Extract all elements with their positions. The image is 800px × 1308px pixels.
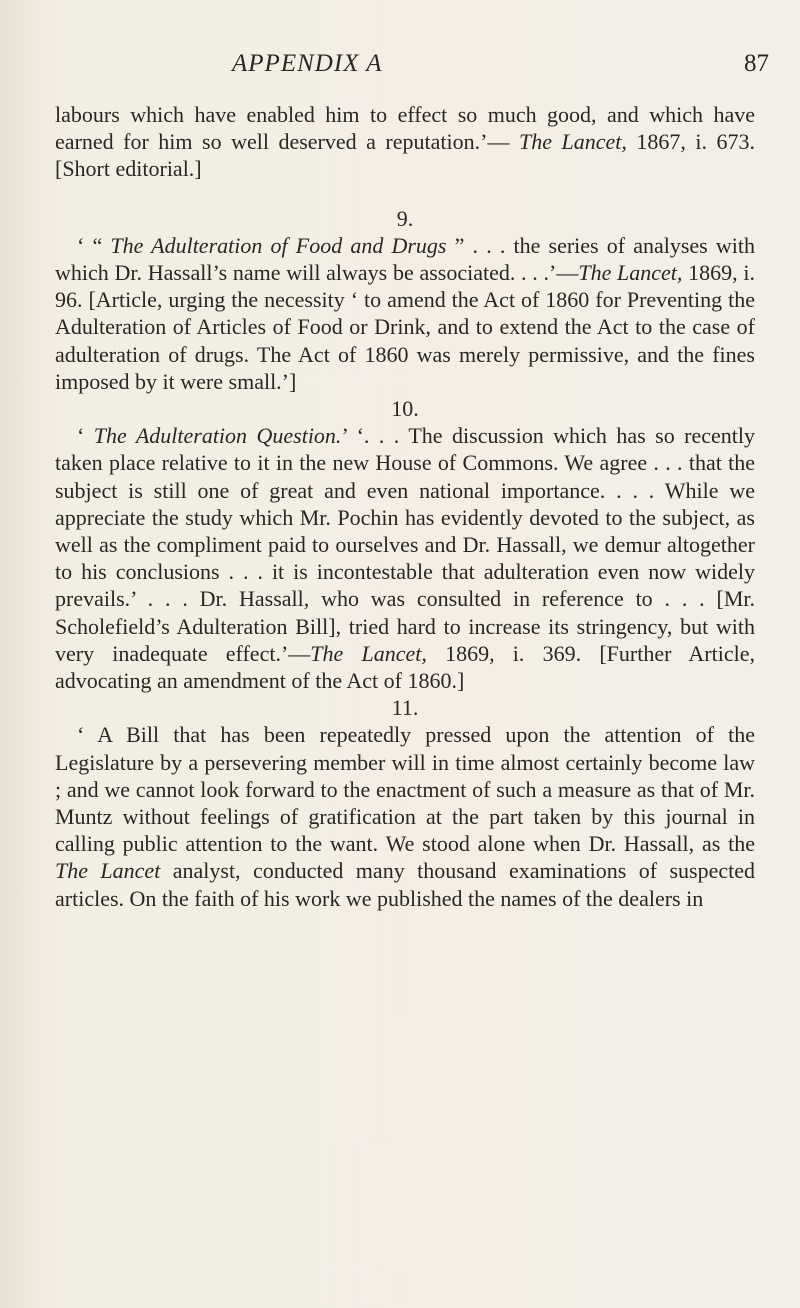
entry-11-number: 11. (391, 695, 419, 721)
entry-10-title: The Adulteration Question. (93, 423, 342, 449)
entry-9-title: The Adulteration of Food and Drugs (110, 232, 447, 258)
entry-11-text-b: analyst, conducted many thousand examinations of suspected articles. On the faith of his work we published the names of the dealers in (55, 858, 755, 911)
entry-10-text: ’ ‘. . . The discussion which has so recently taken place relative to it in the new House of Commons. We agree . . . that the subject is still one of great and even national importance. . . . While we appreciate the study which Mr. Pochin has evidently devoted to the subject, as well as the compliment paid to ourselves and Dr. Hassall, we demur altogether to his conclusions . . . it is incontestable that adulteration even now widely prevails.’ . . . Dr. Hassall, who was consulted in reference to . . . [Mr. Scholefield’s Adulteration Bill], tried hard to increase its stringency, but with very inadequate effect.’— (55, 423, 755, 666)
page-header (0, 48, 800, 88)
entry-8-source: The Lancet, (518, 129, 627, 155)
entry-11-source: The Lancet (55, 858, 161, 884)
running-head: APPENDIX A (232, 50, 383, 77)
entry-11-text-a: ‘ A Bill that has been repeatedly pressed upon the attention of the Legislature by a persevering member will in time almost certainly become law ; and we cannot look forward to the enactment of such a measure as that of Mr. Muntz without feelings of gratification at the part taken by this journal in calling public attention to the want. We stood alone when Dr. Hassall, as the (55, 722, 755, 857)
entry-9-text: ” . . . the series of analyses with which Dr. Hassall’s name will always be associated. . . .’— (55, 232, 756, 286)
entry-10-source: The Lancet, (310, 640, 427, 666)
entry-8-text: labours which have enabled him to effect so much good, and which have earned for him so well deserved a reputation.’— (55, 102, 755, 155)
entry-9-number: 9. (396, 205, 414, 231)
entry-8-continuation (55, 101, 755, 183)
body-text (55, 101, 755, 912)
entry-11 (55, 721, 755, 911)
entry-9-ref: 1869, i. 96. [Article, urging the necessity ‘ to amend the Act of 1860 for Preventing the Adulteration of Articles of Food or Drink, and to extend the Act to the case of adulteration of drugs. The Act of 1860 was merely permissive, and the fines imposed by it were small.’] (55, 260, 755, 394)
page-number: 87 (744, 50, 769, 77)
entry-9 (55, 232, 755, 395)
entry-10-number: 10. (391, 396, 419, 422)
entry-10 (55, 422, 755, 694)
entry-9-open: ‘ “ (77, 232, 111, 258)
entry-9-source: The Lancet, (578, 260, 683, 286)
entry-10-ref: 1869, i. 369. [Further Article, advocating an amendment of the Act of 1860.] (55, 640, 755, 694)
entry-10-open: ‘ (77, 423, 94, 449)
entry-8-ref: 1867, i. 673. [Short editorial.] (55, 129, 755, 182)
